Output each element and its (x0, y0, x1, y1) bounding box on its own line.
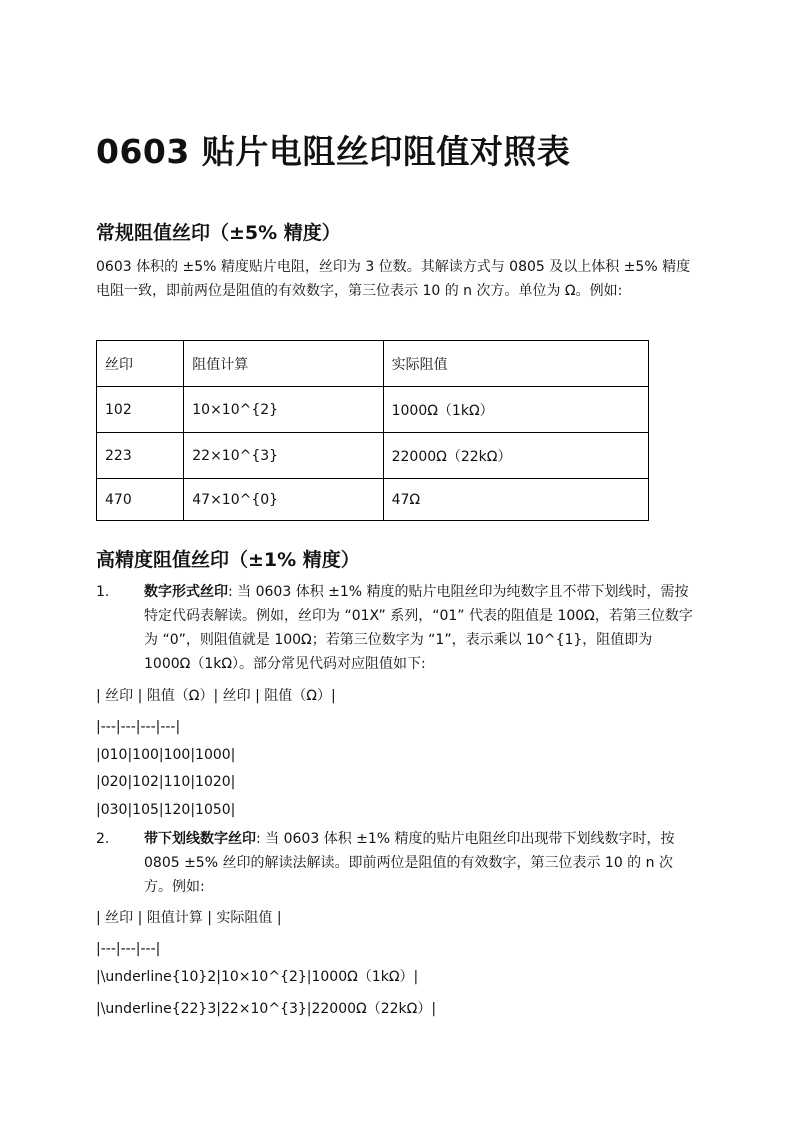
code-table-line: |030|105|120|1050| (96, 802, 236, 818)
table-row (97, 433, 649, 479)
list-number: 1. (96, 584, 110, 600)
table-header-cell: 阻值计算 (184, 341, 383, 387)
table-row (97, 387, 649, 433)
table-cell: 102 (97, 387, 184, 433)
list-item-body (144, 580, 700, 676)
code-table-line: |020|102|110|1020| (96, 774, 236, 790)
list-item-underline-marking (96, 827, 700, 899)
table-header-cell: 实际阻值 (383, 341, 648, 387)
table-cell: 22000Ω（22kΩ） (383, 433, 648, 479)
example-table-line: |\underline{10}2|10×10^{2}|1000Ω（1kΩ）| (96, 969, 419, 985)
table-cell: 10×10^{2} (184, 387, 383, 433)
list-item-body (144, 827, 700, 899)
resistor-code-table (96, 340, 649, 521)
code-table-line: |---|---|---|---| (96, 719, 181, 735)
section-heading-standard: 常规阻值丝印（±5% 精度） (96, 222, 341, 244)
list-number: 2. (96, 831, 110, 847)
section-heading-high-precision: 高精度阻值丝印（±1% 精度） (96, 549, 360, 571)
section-paragraph-standard: 0603 体积的 ±5% 精度贴片电阻，丝印为 3 位数。其解读方式与 0805 及以上体积 ±5% 精度电阻一致，即前两位是阻值的有效数字，第三位表示 10 的 n 次方。单位为 Ω。例如: (96, 259, 691, 299)
example-table-line: | 丝印 | 阻值计算 | 实际阻值 | (96, 910, 282, 926)
list-item-lead: 数字形式丝印 (144, 584, 228, 600)
table-cell: 47Ω (383, 479, 648, 521)
table-cell: 223 (97, 433, 184, 479)
list-item-numeric-marking (96, 580, 700, 676)
table-cell: 22×10^{3} (184, 433, 383, 479)
table-cell: 470 (97, 479, 184, 521)
list-item-text: : 当 0603 体积 ±1% 精度的贴片电阻丝印为纯数字且不带下划线时，需按特定代码表解读。例如，丝印为 “01X” 系列，“01” 代表的阻值是 100Ω，若第三位数字为 “0”，则阻值就是 100Ω；若第三位数字为 “1”，表示乘以 10^{1}，阻值即为 1000Ω（1kΩ）。部分常见代码对应阻值如下: (144, 584, 693, 672)
list-item-lead: 带下划线数字丝印 (144, 831, 256, 847)
page-title: 0603 贴片电阻丝印阻值对照表 (96, 132, 571, 171)
example-table-line: |\underline{22}3|22×10^{3}|22000Ω（22kΩ）| (96, 1001, 437, 1017)
table-header-row (97, 341, 649, 387)
table-cell: 47×10^{0} (184, 479, 383, 521)
code-table-line: | 丝印 | 阻值（Ω）| 丝印 | 阻值（Ω）| (96, 688, 336, 704)
table-header-cell: 丝印 (97, 341, 184, 387)
table-row (97, 479, 649, 521)
example-table-line: |---|---|---| (96, 941, 161, 957)
list-item-text: : 当 0603 体积 ±1% 精度的贴片电阻丝印出现带下划线数字时，按 0805 ±5% 丝印的解读法解读。即前两位是阻值的有效数字，第三位表示 10 的 n 次方。例如: (144, 831, 675, 895)
table-cell: 1000Ω（1kΩ） (383, 387, 648, 433)
code-table-line: |010|100|100|1000| (96, 747, 236, 763)
